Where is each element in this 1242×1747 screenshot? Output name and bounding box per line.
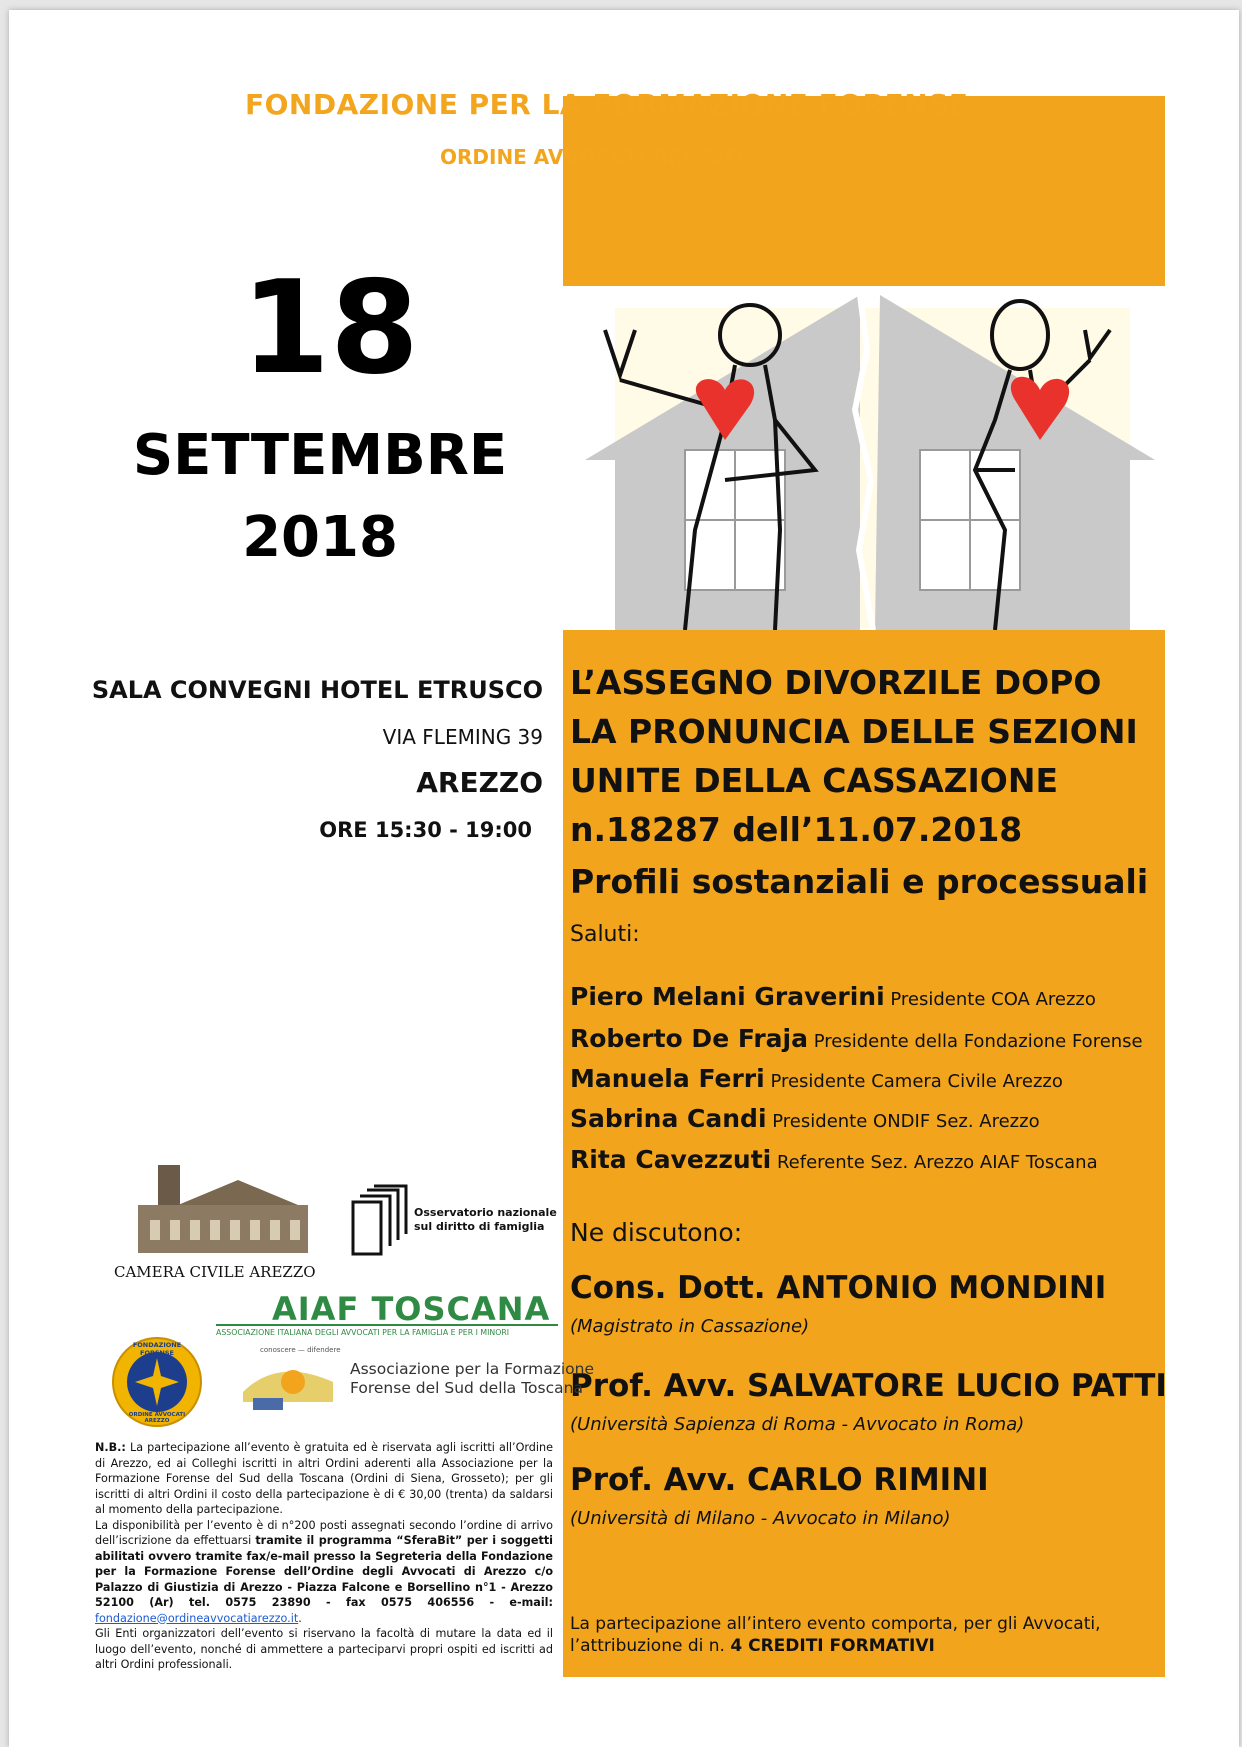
event-subtitle: Profili sostanziali e processuali	[570, 862, 1149, 901]
nb-paragraph-2a: La disponibilità per l’evento è di n°200 posti assegnati secondo l’ordine di arrivo dell’iscrizione da effettuarsi	[95, 1518, 553, 1547]
greetings-label: Saluti:	[570, 922, 640, 947]
greeting-name: Piero Melani Graverini	[570, 982, 885, 1011]
nb-label: N.B.:	[95, 1441, 126, 1454]
email-link[interactable]: fondazione@ordineavvocatiarezzo.it	[95, 1611, 299, 1625]
event-title	[570, 658, 1160, 854]
org-subtitle: ORDINE AVVOCATI AREZZO	[440, 145, 743, 169]
osservatorio-line: sul diritto di famiglia	[414, 1220, 545, 1233]
camera-civile-label: CAMERA CIVILE AREZZO	[114, 1263, 316, 1281]
title-line: L’ASSEGNO DIVORZILE DOPO	[570, 663, 1102, 702]
sud-toscana-motto: conoscere — difendere	[260, 1346, 341, 1354]
osservatorio-label	[414, 1206, 557, 1234]
greeting-role: Presidente Camera Civile Arezzo	[770, 1071, 1063, 1092]
nb-paragraph-1: La partecipazione all’evento è gratuita ed è riservata agli iscritti all’Ordine di Arezzo, ed ai Colleghi iscritti in altri Ordini aderenti alla Associazione per la Formazione Forense del Sud della Toscana (Ordini di Siena, Grosseto); per gli iscritti di altri Ordini il costo della partecipazione è di € 30,00 (trenta) da saldarsi al momento della partecipazione.	[95, 1441, 553, 1516]
registration-notes: N.B.: La partecipazione all’evento è gratuita ed è riservata agli iscritti all’Ordine di Arezzo, ed ai Colleghi iscritti in altri Ordini aderenti alla Associazione per la Formazione Forense del Sud della Toscana (Ordini di Siena, Grosseto); per gli iscritti di altri Ordini il costo della partecipazione è di € 30,00 (trenta) da saldarsi al momento della partecipazione. La disponibilità per l’evento è di n°200 posti assegnati secondo l’ordine di arrivo dell’iscrizione da effettuarsi tramite il programma “SferaBit” per i soggetti abilitati ovvero tramite fax/e-mail presso la Segreteria della Fondazione per la Formazione Forense dell’Ordine degli Avvocati di Arezzo c/o Palazzo di Giustizia di Arezzo - Piazza Falcone e Borsellino n°1 - Arezzo 52100 (Ar) tel. 0575 23890 - fax 0575 406556 - e-mail: fondazione@ordineavvocatiarezzo.it. Gli Enti organizzatori dell’evento si riservano la facoltà di mutare la data ed il luogo dell’evento, nonché di ammettere a parteciparvi propri ospiti ed iscritti ad altri Ordini professionali.	[95, 1441, 553, 1671]
speaker-affiliation: (Università di Milano - Avvocato in Milano)	[570, 1508, 951, 1529]
camera-civile-logo-image	[138, 1165, 308, 1255]
speaker-name: Prof. Avv. SALVATORE LUCIO PATTI	[570, 1368, 1167, 1404]
greeting-name: Rita Cavezzuti	[570, 1145, 772, 1174]
greeting-item	[570, 1024, 1170, 1053]
venue-city: AREZZO	[416, 766, 543, 799]
sud-toscana-line: Associazione per la Formazione	[350, 1360, 595, 1378]
greeting-item	[570, 1064, 1170, 1093]
venue-street: VIA FLEMING 39	[382, 725, 543, 749]
sud-toscana-label	[350, 1360, 594, 1398]
greeting-name: Manuela Ferri	[570, 1064, 765, 1093]
fondazione-seal-text-bottom: ORDINE AVVOCATI AREZZO	[128, 1412, 186, 1424]
event-day: 18	[240, 254, 420, 403]
greeting-item	[570, 982, 1170, 1011]
credits-line: La partecipazione all’intero evento comporta, per gli Avvocati,	[570, 1614, 1101, 1634]
speaker-name: Prof. Avv. CARLO RIMINI	[570, 1462, 989, 1498]
fondazione-seal-text: FONDAZIONE FORENSE	[132, 1341, 182, 1357]
greeting-role: Presidente della Fondazione Forense	[813, 1031, 1143, 1052]
org-title: FONDAZIONE PER LA FORMAZIONE FORENSE	[245, 88, 969, 121]
sud-toscana-logo-icon	[238, 1352, 338, 1416]
header-orange-block	[563, 96, 1165, 286]
speaker-name: Cons. Dott. ANTONIO MONDINI	[570, 1270, 1107, 1306]
greeting-name: Roberto De Fraja	[570, 1024, 808, 1053]
title-line: LA PRONUNCIA DELLE SEZIONI	[570, 712, 1138, 751]
venue-name: SALA CONVEGNI HOTEL ETRUSCO	[91, 676, 543, 704]
event-year: 2018	[242, 505, 398, 570]
discussion-label: Ne discutono:	[570, 1218, 743, 1247]
window-left	[685, 450, 785, 590]
greeting-item	[570, 1104, 1170, 1133]
osservatorio-logo-icon	[350, 1184, 410, 1258]
credits-count: 4 CREDITI FORMATIVI	[730, 1636, 935, 1656]
event-hours: ORE 15:30 - 19:00	[319, 818, 532, 842]
title-line: UNITE DELLA CASSAZIONE	[570, 761, 1059, 800]
credits-note	[570, 1613, 1170, 1657]
aiaf-subtitle: ASSOCIAZIONE ITALIANA DEGLI AVVOCATI PER LA FAMIGLIA E PER I MINORI	[216, 1324, 558, 1337]
credits-line-prefix: l’attribuzione di n.	[570, 1636, 731, 1656]
sud-toscana-line: Forense del Sud della Toscana	[350, 1379, 583, 1397]
greeting-role: Presidente COA Arezzo	[890, 989, 1096, 1010]
greeting-name: Sabrina Candi	[570, 1104, 767, 1133]
greeting-role: Presidente ONDIF Sez. Arezzo	[772, 1111, 1040, 1132]
aiaf-title: AIAF TOSCANA	[272, 1290, 551, 1328]
title-line: n.18287 dell’11.07.2018	[570, 810, 1023, 849]
speaker-affiliation: (Università Sapienza di Roma - Avvocato in Roma)	[570, 1414, 1025, 1435]
nb-paragraph-3: Gli Enti organizzatori dell’evento si riservano la facoltà di mutare la data ed il luogo dell’evento, nonché di ammettere a parteciparvi propri ospiti ed iscritti ad altri Ordini professionali.	[95, 1627, 553, 1671]
greeting-item	[570, 1145, 1170, 1174]
nb-paragraph-2b: tramite il programma “SferaBit” per i soggetti abilitati ovvero tramite fax/e-mail presso la Segreteria della Fondazione per la Formazione Forense dell’Ordine degli Avvocati di Arezzo c/o Palazzo di Giustizia di Arezzo - Piazza Falcone e Borsellino n°1 - Arezzo 52100 (Ar) tel. 0575 23890 - fax 0575 406556 - e-mail:	[95, 1534, 553, 1609]
speaker-affiliation: (Magistrato in Cassazione)	[570, 1316, 810, 1337]
divorce-illustration	[575, 290, 1165, 630]
osservatorio-line: Osservatorio nazionale	[414, 1206, 557, 1219]
greeting-role: Referente Sez. Arezzo AIAF Toscana	[776, 1152, 1098, 1173]
event-month: SETTEMBRE	[132, 423, 508, 488]
